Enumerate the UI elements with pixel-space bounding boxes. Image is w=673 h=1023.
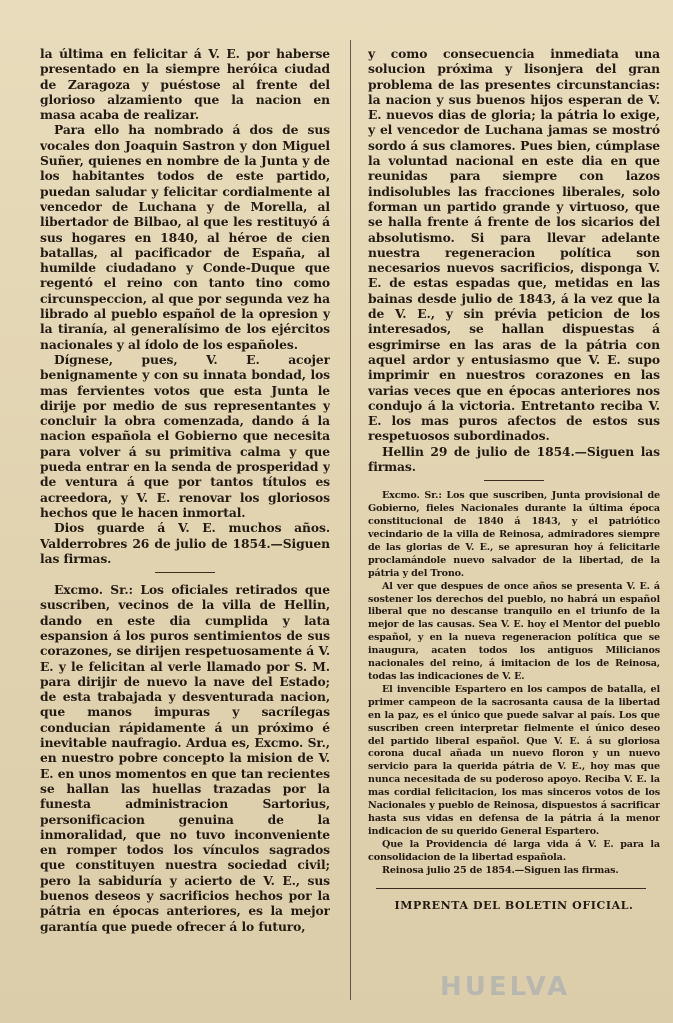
left-paragraph-3: Dígnese, pues, V. E. acojer benignamente y con su innata bondad, los mas fervientes votos que esta Junta le dirije por medio de sus representantes y concluir la obra comenzada, dando á la nacion española el Gobierno que necesita para volver á su primitiva calma y que pueda entrar en la senda de prosperidad y de ventura á que por tantos títulos es acreedora, y V. E. renovar los gloriosos hechos que le hacen inmortal. [40,351,330,520]
library-watermark: HUELVA [440,972,571,1002]
section-divider [155,572,215,573]
left-paragraph-4: Dios guarde á V. E. muchos años. Valderrobres 26 de julio de 1854.—Siguen las firmas. [40,520,330,566]
imprint-line: IMPRENTA DEL BOLETIN OFICIAL. [394,898,634,912]
left-paragraph-2: Para ello ha nombrado á dos de sus vocales don Joaquin Sastron y don Miguel Suñer, quienes en nombre de la Junta y de los habitantes todos de este partido, puedan saludar y felicitar cordialmente al vencedor de Luchana y de Morella, al libertador de Bilbao, al que les restituyó á sus hogares en 1840, al héroe de cien batallas, al pacificador de España, al humilde ciudadano y Conde-Duque que regentó el reino con tanto tino como circunspeccion, al que por segunda vez ha librado al pueblo español de la opresion y la tiranía, al generalísimo de los ejércitos nacionales y al ídolo de los españoles. [40,122,330,352]
left-column [40,46,330,1006]
right-paragraph-6: Que la Providencia dé larga vida á V. E. para la consolidacion de la libertad española. [368,838,660,863]
left-paragraph-5: Excmo. Sr.: Los oficiales retirados que suscriben, vecinos de la villa de Hellin, dando en este dia cumplida y lata espansion á los puros sentimientos de sus corazones, se dirijen respetuosamente á V. E. y le felicitan al verle llamado por S. M. para dirijir de nuevo la nave del Estado; de esta trabajada y desventurada nacion, que manos impuras y sacrílegas conducian rápidamente á un próximo é inevitable naufragio. Ardua es, Excmo. Sr., en nuestro pobre concepto la mision de V. E. en unos momentos en que tan recientes se hallan las huellas trazadas por la funesta administracion Sartorius, personificacion genuina de la inmoralidad, que no tuvo inconveniente en romper todos los vínculos sagrados que constituyen nuestra sociedad civil; pero la sabiduría y acierto de V. E., sus buenos deseos y sacrificios hechos por la pátria en épocas anteriores, es la mejor garantía que puede ofrecer á lo futuro, [40,582,330,934]
left-paragraph-1: la última en felicitar á V. E. por haberse presentado en la siempre heróica ciudad de Zaragoza y puéstose al frente del glorioso alzamiento que la nacion en masa acaba de realizar. [40,46,330,123]
section-divider [484,480,544,481]
right-paragraph-7: Reinosa julio 25 de 1854.—Siguen las firmas. [382,864,619,876]
right-paragraph-2: Hellin 29 de julio de 1854.—Siguen las firmas. [368,443,660,475]
imprint-rule [376,888,646,889]
right-paragraph-4: Al ver que despues de once años se presenta V. E. á sostener los derechos del pueblo, no habrá un español liberal que no descanse tranquilo en el triunfo de la mejor de las causas. Sea V. E. hoy el Mentor del pueblo español, y en la nueva regeneracion política que se inaugura, acaten todos los antiguos Milicianos nacionales del reino, á imitacion de los de Reinosa, todas las indicaciones de V. E. [368,580,660,682]
right-paragraph-1: y como consecuencia inmediata una solucion próxima y lisonjera del gran problema de las presentes circunstancias: la nacion y sus buenos hijos esperan de V. E. nuevos dias de gloria; la pátria lo exige, y el vencedor de Luchana jamas se mostró sordo á sus clamores. Pues bien, cúmplase la voluntad nacional en este dia en que reunidas para siempre con lazos indisolubles las fracciones liberales, solo forman un partido grande y virtuoso, que se halla frente á frente de los sicarios del absolutismo. Si para llevar adelante nuestra regeneracion política son necesarios nuevos sacrificios, disponga V. E. de estas espadas que, metidas en las bainas desde julio de 1843, á la vez que la de V. E., y sin prévia peticion de los interesados, se hallan dispuestas á esgrimirse en las aras de la pátria con aquel ardor y entusiasmo que V. E. supo imprimir en nuestros corazones en las varias veces que en épocas anteriores nos condujo á la victoria. Entretanto reciba V. E. los mas puros afectos de estos sus respetuosos subordinados. [368,46,660,444]
column-divider [350,40,351,1000]
right-paragraph-3: Excmo. Sr.: Los que suscriben, Junta provisional de Gobierno, fieles Nacionales durante la última época constitucional de 1840 á 1843, y el patriótico vecindario de la villa de Reinosa, admiradores siempre de las glorias de V. E., se apresuran hoy á felicitarle proclamándole nuevo salvador de la libertad, de la pátria y del Trono. [368,490,660,579]
right-paragraph-5: El invencible Espartero en los campos de batalla, el primer campeon de la sacrosanta causa de la libertad en la paz, es el único que puede salvar al país. Los que suscriben creen interpretar fielmente el único deseo del partido liberal español. Que V. E. á su gloriosa corona ducal añada un nuevo floron y un nuevo servicio para la querida pátria de V. E., hoy mas que nunca necesitada de su poderoso apoyo. Reciba V. E. la mas cordial felicitacion, los mas sinceros votos de los Nacionales y pueblo de Reinosa, dispuestos á sacrificar hasta sus vidas en defensa de la pátria á la menor indicacion de su querido General Espartero. [368,683,660,837]
right-column [368,46,660,986]
